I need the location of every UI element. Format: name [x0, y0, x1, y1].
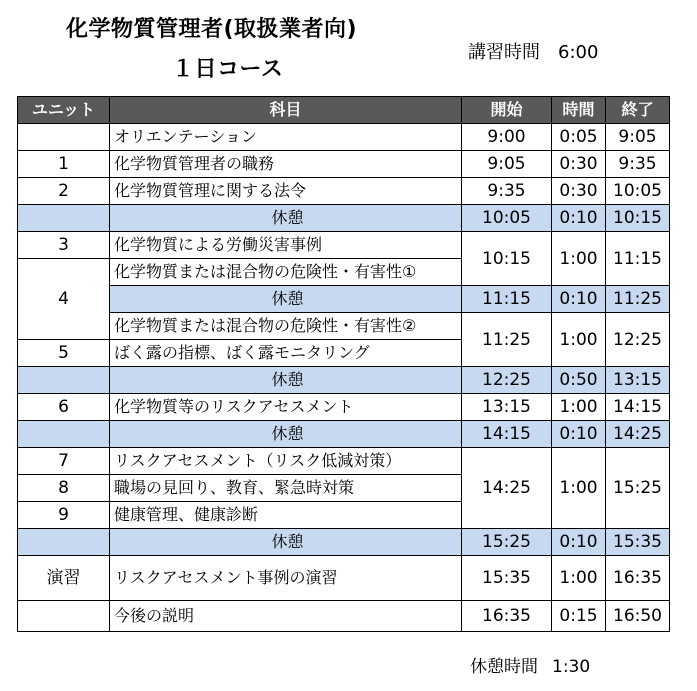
subject-cell: リスクアセスメント事例の演習	[110, 556, 462, 601]
break-label: 休憩	[110, 286, 462, 313]
unit-cell: 演習	[18, 556, 110, 601]
end-cell: 9:35	[606, 151, 670, 178]
end-cell: 12:25	[606, 313, 670, 367]
table-row	[18, 556, 670, 601]
table-row	[18, 124, 670, 151]
break-row	[18, 286, 670, 313]
subject-cell: リスクアセスメント（リスク低減対策）	[110, 448, 462, 475]
unit-cell	[18, 421, 110, 448]
title-line-2: １日コース	[172, 57, 284, 82]
subject-cell: 化学物質または混合物の危険性・有害性②	[110, 313, 462, 340]
duration-cell: 1:00	[552, 556, 606, 601]
start-cell: 12:25	[462, 367, 552, 394]
duration-cell: 0:10	[552, 529, 606, 556]
break-row	[18, 421, 670, 448]
duration-cell: 0:10	[552, 205, 606, 232]
end-cell: 9:05	[606, 124, 670, 151]
subject-cell: 化学物質管理に関する法令	[110, 178, 462, 205]
duration-cell: 1:00	[552, 232, 606, 286]
unit-cell: 2	[18, 178, 110, 205]
unit-cell: 4	[18, 259, 110, 340]
duration-cell: 0:05	[552, 124, 606, 151]
header-duration: 時間	[552, 97, 606, 124]
end-cell: 13:15	[606, 367, 670, 394]
end-cell: 14:15	[606, 394, 670, 421]
end-cell: 10:05	[606, 178, 670, 205]
end-cell: 11:15	[606, 232, 670, 286]
subject-cell: 今後の説明	[110, 601, 462, 632]
subject-cell: 健康管理、健康診断	[110, 502, 462, 529]
table-header-row	[18, 97, 670, 124]
break-label: 休憩	[110, 421, 462, 448]
start-cell: 14:25	[462, 448, 552, 529]
table-row	[18, 448, 670, 475]
duration-cell: 1:00	[552, 313, 606, 367]
table-row	[18, 394, 670, 421]
start-cell: 11:15	[462, 286, 552, 313]
header-start: 開始	[462, 97, 552, 124]
duration-cell: 0:10	[552, 286, 606, 313]
schedule-table	[17, 96, 670, 632]
end-cell: 14:25	[606, 421, 670, 448]
table-row	[18, 178, 670, 205]
subject-cell: ばく露の指標、ばく露モニタリング	[110, 340, 462, 367]
table-row	[18, 601, 670, 632]
duration-cell: 0:15	[552, 601, 606, 632]
table-row	[18, 151, 670, 178]
start-cell: 13:15	[462, 394, 552, 421]
unit-cell: 3	[18, 232, 110, 259]
unit-cell	[18, 367, 110, 394]
unit-cell: 6	[18, 394, 110, 421]
subject-cell: 化学物質または混合物の危険性・有害性①	[110, 259, 462, 286]
end-cell: 15:35	[606, 529, 670, 556]
end-cell: 15:25	[606, 448, 670, 529]
duration-cell: 1:00	[552, 448, 606, 529]
unit-cell: 8	[18, 475, 110, 502]
start-cell: 15:25	[462, 529, 552, 556]
end-cell: 10:15	[606, 205, 670, 232]
break-time-value: 1:30	[552, 657, 591, 677]
start-cell: 9:05	[462, 151, 552, 178]
end-cell: 16:50	[606, 601, 670, 632]
header-subject: 科目	[110, 97, 462, 124]
duration-cell: 1:00	[552, 394, 606, 421]
lecture-hours-value: 6:00	[558, 42, 599, 63]
unit-cell	[18, 601, 110, 632]
break-label: 休憩	[110, 205, 462, 232]
unit-cell: 1	[18, 151, 110, 178]
start-cell: 15:35	[462, 556, 552, 601]
subject-cell: 化学物質による労働災害事例	[110, 232, 462, 259]
start-cell: 16:35	[462, 601, 552, 632]
subject-cell: 化学物質等のリスクアセスメント	[110, 394, 462, 421]
break-time-total	[470, 652, 590, 677]
unit-cell: 9	[18, 502, 110, 529]
subject-cell: 化学物質管理者の職務	[110, 151, 462, 178]
break-label: 休憩	[110, 529, 462, 556]
break-time-label: 休憩時間	[470, 657, 538, 677]
start-cell: 14:15	[462, 421, 552, 448]
unit-cell: 5	[18, 340, 110, 367]
header-end: 終了	[606, 97, 670, 124]
unit-cell	[18, 124, 110, 151]
break-row	[18, 205, 670, 232]
break-row	[18, 529, 670, 556]
break-label: 休憩	[110, 367, 462, 394]
duration-cell: 0:10	[552, 421, 606, 448]
unit-cell: 7	[18, 448, 110, 475]
end-cell: 11:25	[606, 286, 670, 313]
start-cell: 9:35	[462, 178, 552, 205]
end-cell: 16:35	[606, 556, 670, 601]
table-row	[18, 313, 670, 340]
start-cell: 10:05	[462, 205, 552, 232]
duration-cell: 0:50	[552, 367, 606, 394]
subject-cell: 職場の見回り、教育、緊急時対策	[110, 475, 462, 502]
lecture-hours-label: 講習時間	[468, 42, 540, 63]
lecture-hours	[468, 38, 598, 64]
start-cell: 9:00	[462, 124, 552, 151]
break-row	[18, 367, 670, 394]
unit-cell	[18, 205, 110, 232]
duration-cell: 0:30	[552, 178, 606, 205]
start-cell: 10:15	[462, 232, 552, 286]
subject-cell: オリエンテーション	[110, 124, 462, 151]
unit-cell	[18, 529, 110, 556]
start-cell: 11:25	[462, 313, 552, 367]
table-row	[18, 232, 670, 259]
title-line-1: 化学物質管理者(取扱業者向)	[66, 17, 358, 42]
header-unit: ユニット	[18, 97, 110, 124]
duration-cell: 0:30	[552, 151, 606, 178]
